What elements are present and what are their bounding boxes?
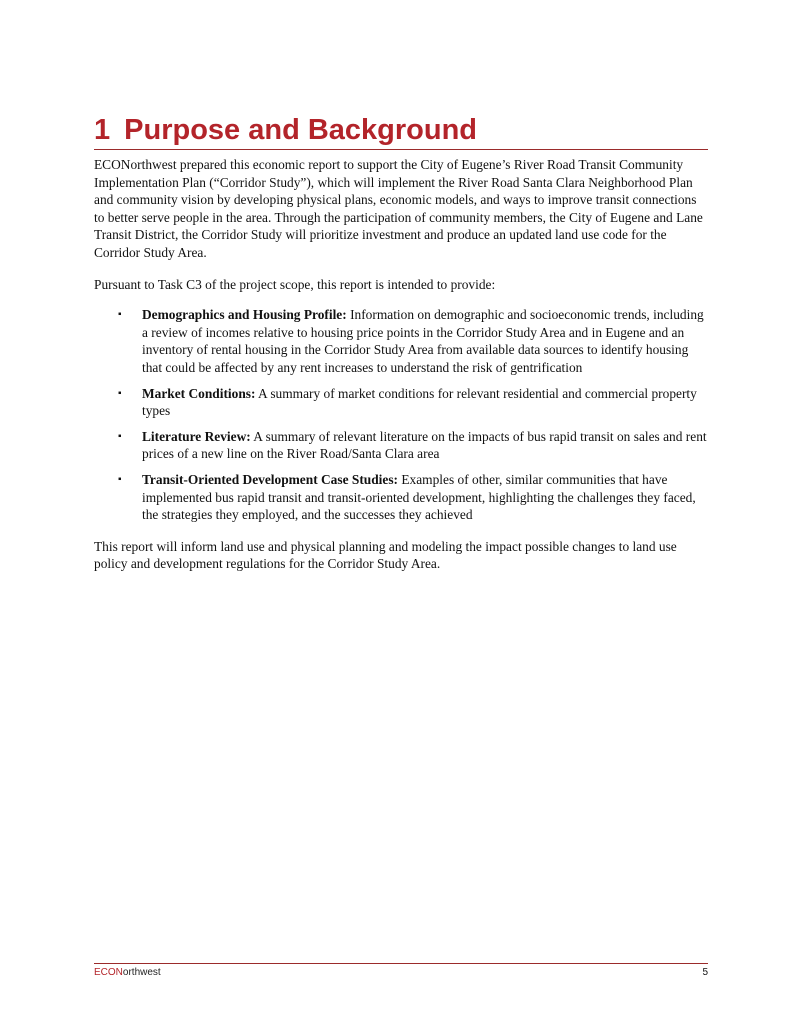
page-footer xyxy=(94,963,708,979)
footer-brand-accent: ECON xyxy=(94,967,123,978)
list-item-text: A summary of market conditions for relevant residential and commercial property types xyxy=(142,385,697,419)
body-content xyxy=(94,156,708,586)
list-item-term: Transit-Oriented Development Case Studies: xyxy=(142,471,399,487)
page-number: 5 xyxy=(702,967,708,978)
closing-paragraph: This report will inform land use and physical planning and modeling the impact possible changes to land use policy and development regulations for the Corridor Study Area. xyxy=(94,538,677,572)
section-heading xyxy=(94,112,708,150)
deliverables-list xyxy=(94,306,708,524)
list-item-text: Information on demographic and socioeconomic trends, including a review of incomes relative to housing price points in the Corridor Study Area and in Eugene and an inventory of rental housing in the Corridor Study Area from available data sources to identify housing that could be affected by any rent increases to understand the risk of gentrification xyxy=(142,307,704,375)
footer-brand-rest: orthwest xyxy=(122,967,161,978)
section-title: Purpose and Background xyxy=(124,114,478,147)
list-item-term: Market Conditions: xyxy=(142,385,256,401)
list-item-text: Examples of other, similar communities that have implemented bus rapid transit and transit-oriented development, highlighting the challenges they faced, the strategies they employed, and the successes they achieved xyxy=(142,471,696,523)
intro-paragraph: ECONorthwest prepared this economic report to support the City of Eugene’s River Road Transit Community Implementation Plan (“Corridor Study”), which will implement the River Road Santa Clara Neighborhood Plan and community vision by developing physical plans, economic models, and ways to improve transit connections to better serve people in the area. Through the participation of community members, the City of Eugene and Lane Transit District, the Corridor Study will prioritize investment and produce an updated land use code for the Corridor Study Area. xyxy=(94,157,703,260)
bullet-icon: ▪ xyxy=(118,473,122,485)
bullet-icon: ▪ xyxy=(118,430,122,442)
list-item xyxy=(94,428,708,463)
section-number: 1 xyxy=(94,114,111,147)
list-item xyxy=(94,306,708,376)
bullet-icon: ▪ xyxy=(118,309,122,321)
pursuant-paragraph: Pursuant to Task C3 of the project scope, this report is intended to provide: xyxy=(94,276,496,292)
list-item-term: Literature Review: xyxy=(142,428,251,444)
list-item xyxy=(94,385,708,420)
bullet-icon: ▪ xyxy=(118,387,122,399)
list-item-term: Demographics and Housing Profile: xyxy=(142,307,347,323)
footer-brand xyxy=(94,966,161,979)
list-item-text: A summary of relevant literature on the impacts of bus rapid transit on sales and rent prices of a new line on the River Road/Santa Clara area xyxy=(142,428,707,462)
list-item xyxy=(94,471,708,524)
